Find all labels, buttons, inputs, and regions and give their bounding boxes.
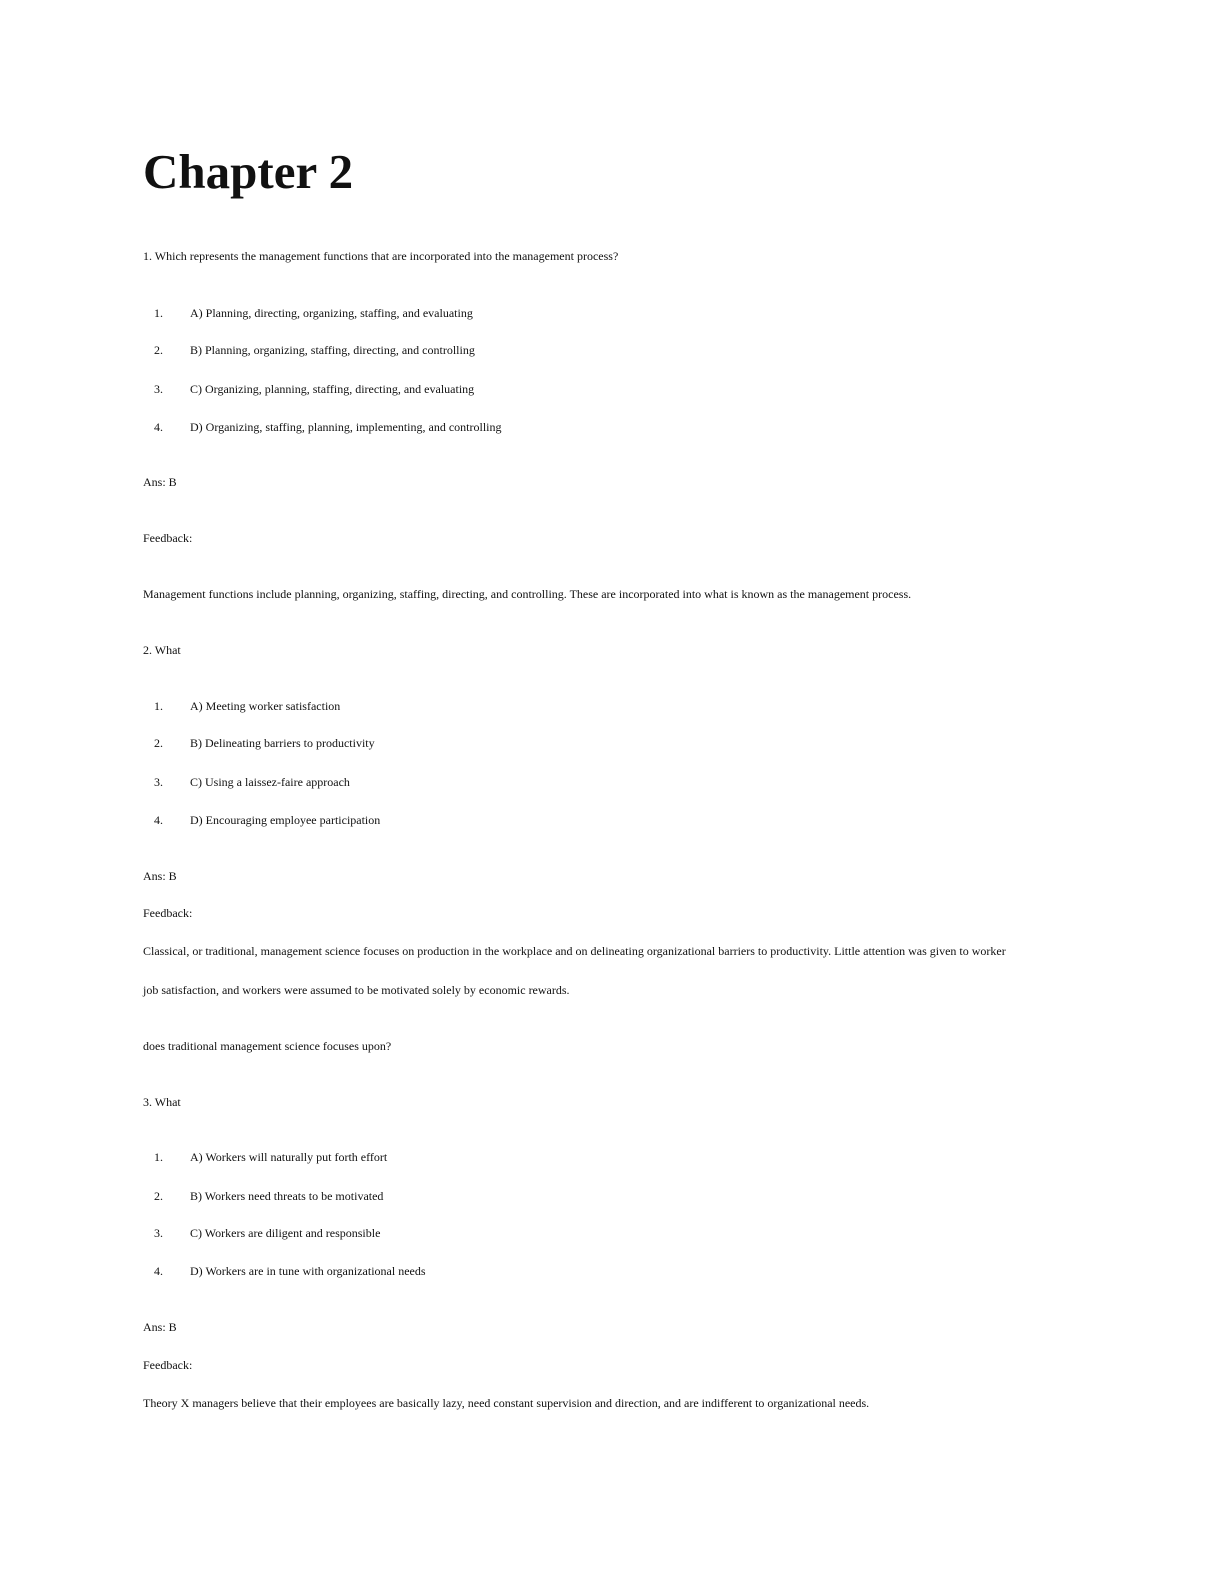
q3-feedback-text: Theory X managers believe that their employees are basically lazy, need constant supervision and direction, and are indifferent to organizational needs.: [143, 1396, 870, 1410]
q3-option-b: B) Workers need threats to be motivated: [190, 1189, 384, 1203]
q2-option-b: B) Delineating barriers to productivity: [190, 736, 375, 750]
q1-option-a: A) Planning, directing, organizing, staffing, and evaluating: [190, 306, 473, 320]
q1-option-2-number: 2.: [154, 343, 163, 357]
question-3: 3. What: [143, 1095, 181, 1109]
q2-answer: Ans: B: [143, 869, 177, 883]
q2-option-4-number: 4.: [154, 813, 163, 827]
q2-option-d: D) Encouraging employee participation: [190, 813, 381, 827]
q1-feedback-label: Feedback:: [143, 531, 193, 545]
q2-option-c: C) Using a laissez-faire approach: [190, 775, 350, 789]
q1-feedback-text: Management functions include planning, organizing, staffing, directing, and controlling. These are incorporated into what is known as the management process.: [143, 587, 912, 601]
q1-option-4-number: 4.: [154, 420, 163, 434]
q2-option-a: A) Meeting worker satisfaction: [190, 699, 341, 713]
q2-option-1-number: 1.: [154, 699, 163, 713]
q2-feedback-line-2: job satisfaction, and workers were assumed to be motivated solely by economic rewards.: [143, 983, 570, 997]
q3-option-a: A) Workers will naturally put forth effort: [190, 1150, 388, 1164]
q3-feedback-label: Feedback:: [143, 1358, 193, 1372]
q1-option-d: D) Organizing, staffing, planning, implementing, and controlling: [190, 420, 502, 434]
q1-option-3-number: 3.: [154, 382, 163, 396]
q2-feedback-line-1: Classical, or traditional, management science focuses on production in the workplace and on delineating organizational barriers to productivity. Little attention was given to worker: [143, 944, 1006, 958]
q1-option-1-number: 1.: [154, 306, 163, 320]
q1-answer: Ans: B: [143, 475, 177, 489]
chapter-title: Chapter 2: [143, 144, 354, 199]
q3-option-c: C) Workers are diligent and responsible: [190, 1226, 381, 1240]
q3-option-d: D) Workers are in tune with organizational needs: [190, 1264, 426, 1278]
q1-option-b: B) Planning, organizing, staffing, directing, and controlling: [190, 343, 475, 357]
question-1: 1. Which represents the management functions that are incorporated into the management process?: [143, 249, 619, 263]
q3-option-4-number: 4.: [154, 1264, 163, 1278]
q3-option-3-number: 3.: [154, 1226, 163, 1240]
q3-option-2-number: 2.: [154, 1189, 163, 1203]
q2-question-continuation: does traditional management science focuses upon?: [143, 1039, 392, 1053]
q3-option-1-number: 1.: [154, 1150, 163, 1164]
q2-option-3-number: 3.: [154, 775, 163, 789]
q2-option-2-number: 2.: [154, 736, 163, 750]
q1-option-c: C) Organizing, planning, staffing, directing, and evaluating: [190, 382, 475, 396]
q3-answer: Ans: B: [143, 1320, 177, 1334]
q2-feedback-label: Feedback:: [143, 906, 193, 920]
question-2: 2. What: [143, 643, 181, 657]
